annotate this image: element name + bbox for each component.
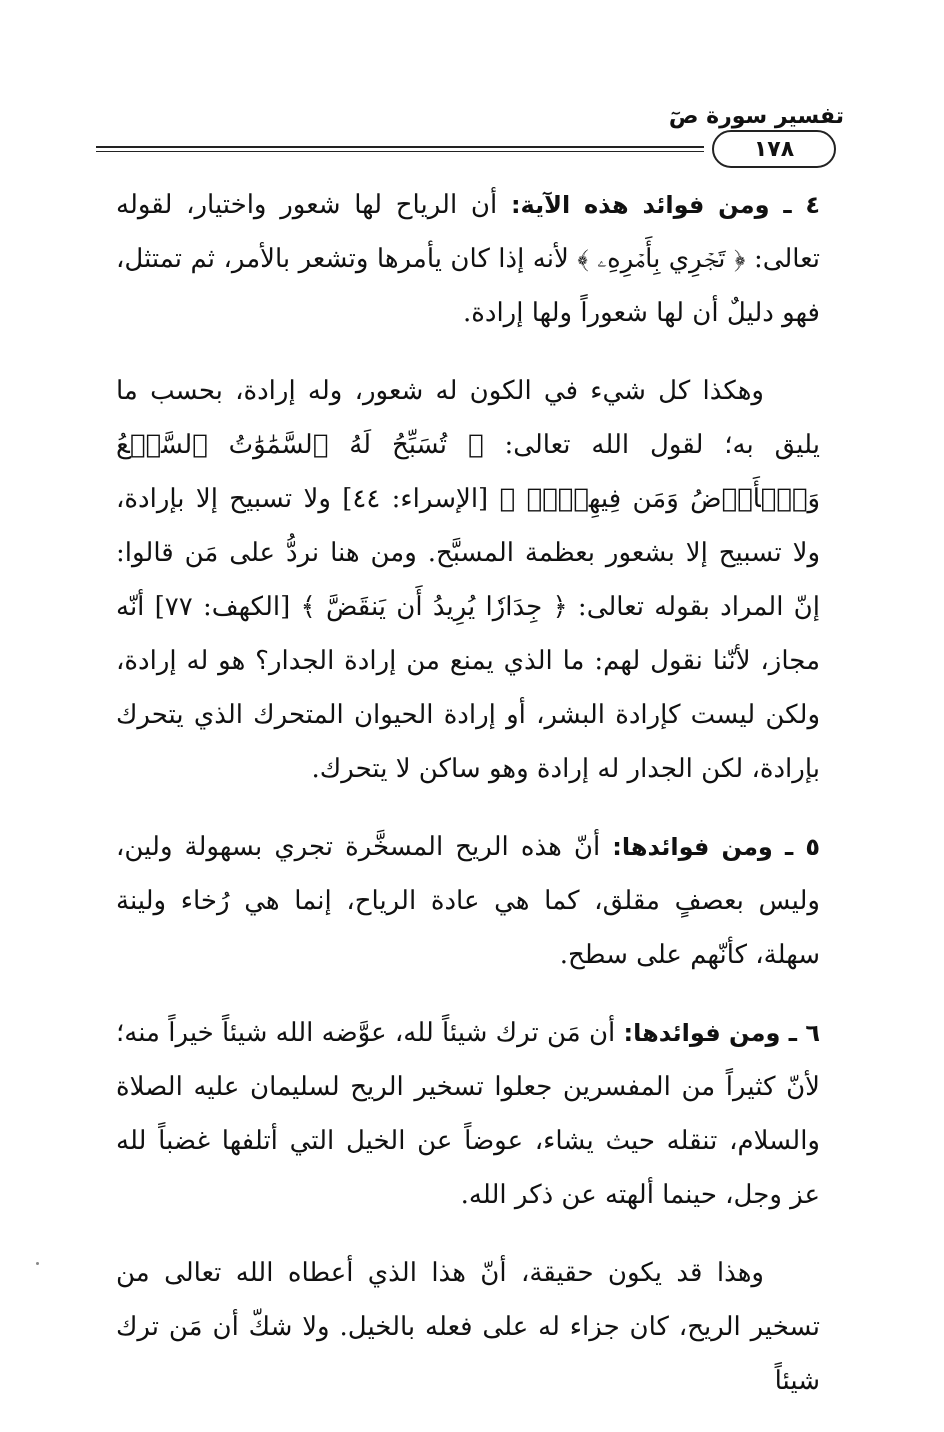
paragraph-continuation <box>116 1246 820 1408</box>
paragraph-lead: ٦ ـ ومن فوائدها: <box>623 1019 820 1047</box>
paragraph-text: أنّ هذه الريح المسخَّرة تجري بسهولة ولين، وليس بعصفٍ مقلق، كما هي عادة الرياح، إنما هي رُخاء ولينة سهلة، كأنّهم على سطح. <box>116 832 820 970</box>
page-number <box>712 130 836 168</box>
page-body <box>116 178 820 1432</box>
paragraph-lead: ٤ ـ ومن فوائد هذه الآية: <box>510 191 820 219</box>
paragraph-benefit-6 <box>116 1006 820 1222</box>
paragraph-text: وهكذا كل شيء في الكون له شعور، وله إرادة، بحسب ما يليق به؛ لقول الله تعالى: ﴿ تُسَبِّحُ لَهُ ٱلسَّمَٰوَٰتُ ٱلسَّبۡعُ وَٱلۡأَرۡضُ وَمَن فِيهِنَّۚ ﴾ [الإسراء: ٤٤] ولا تسبيح إلا بإرادة، ولا تسبيح إلا بشعور بعظمة المسبَّح. ومن هنا نردُّ على مَن قالوا: إنّ المراد بقوله تعالى: ﴿ جِدَارٗا يُرِيدُ أَن يَنقَضَّ ﴾ [الكهف: ٧٧] أنّه مجاز، لأنّنا نقول لهم: ما الذي يمنع من إرادة الجدار؟ هو له إرادة، ولكن ليست كإرادة البشر، أو إرادة الحيوان المتحرك الذي يتحرك بإرادة، لكن الجدار له إرادة وهو ساكن لا يتحرك. <box>116 376 821 784</box>
paragraph-text: أن الرياح لها شعور واختيار، لقوله تعالى: ﴿ تَجۡرِي بِأَمۡرِهِۦ ﴾ لأنه إذا كان يأمرها وتشعر بالأمر، ثم تمتثل، فهو دليلٌ أن لها شعوراً ولها إرادة. <box>116 190 820 328</box>
paragraph-benefit-4 <box>116 178 820 340</box>
paragraph-benefit-5 <box>116 820 820 982</box>
paragraph-explanation <box>116 364 820 796</box>
paragraph-text: أن مَن ترك شيئاً لله، عوَّضه الله شيئاً خيراً منه؛ لأنّ كثيراً من المفسرين جعلوا تسخير الريح لسليمان عليه الصلاة والسلام، تنقله حيث يشاء، عوضاً عن الخيل التي أتلفها غضباً لله عز وجل، حينما ألهته عن ذكر الله. <box>116 1018 821 1210</box>
running-title: تفسير سورة صٓ <box>668 104 844 129</box>
header-rule <box>96 146 704 152</box>
scan-speck <box>36 1262 39 1265</box>
paragraph-text: وهذا قد يكون حقيقة، أنّ هذا الذي أعطاه الله تعالى من تسخير الريح، كان جزاء له على فعله بالخيل. ولا شكّ أن مَن ترك شيئاً <box>116 1258 820 1396</box>
page-number-text: ١٧٨ <box>753 136 795 162</box>
paragraph-lead: ٥ ـ ومن فوائدها: <box>612 833 820 861</box>
